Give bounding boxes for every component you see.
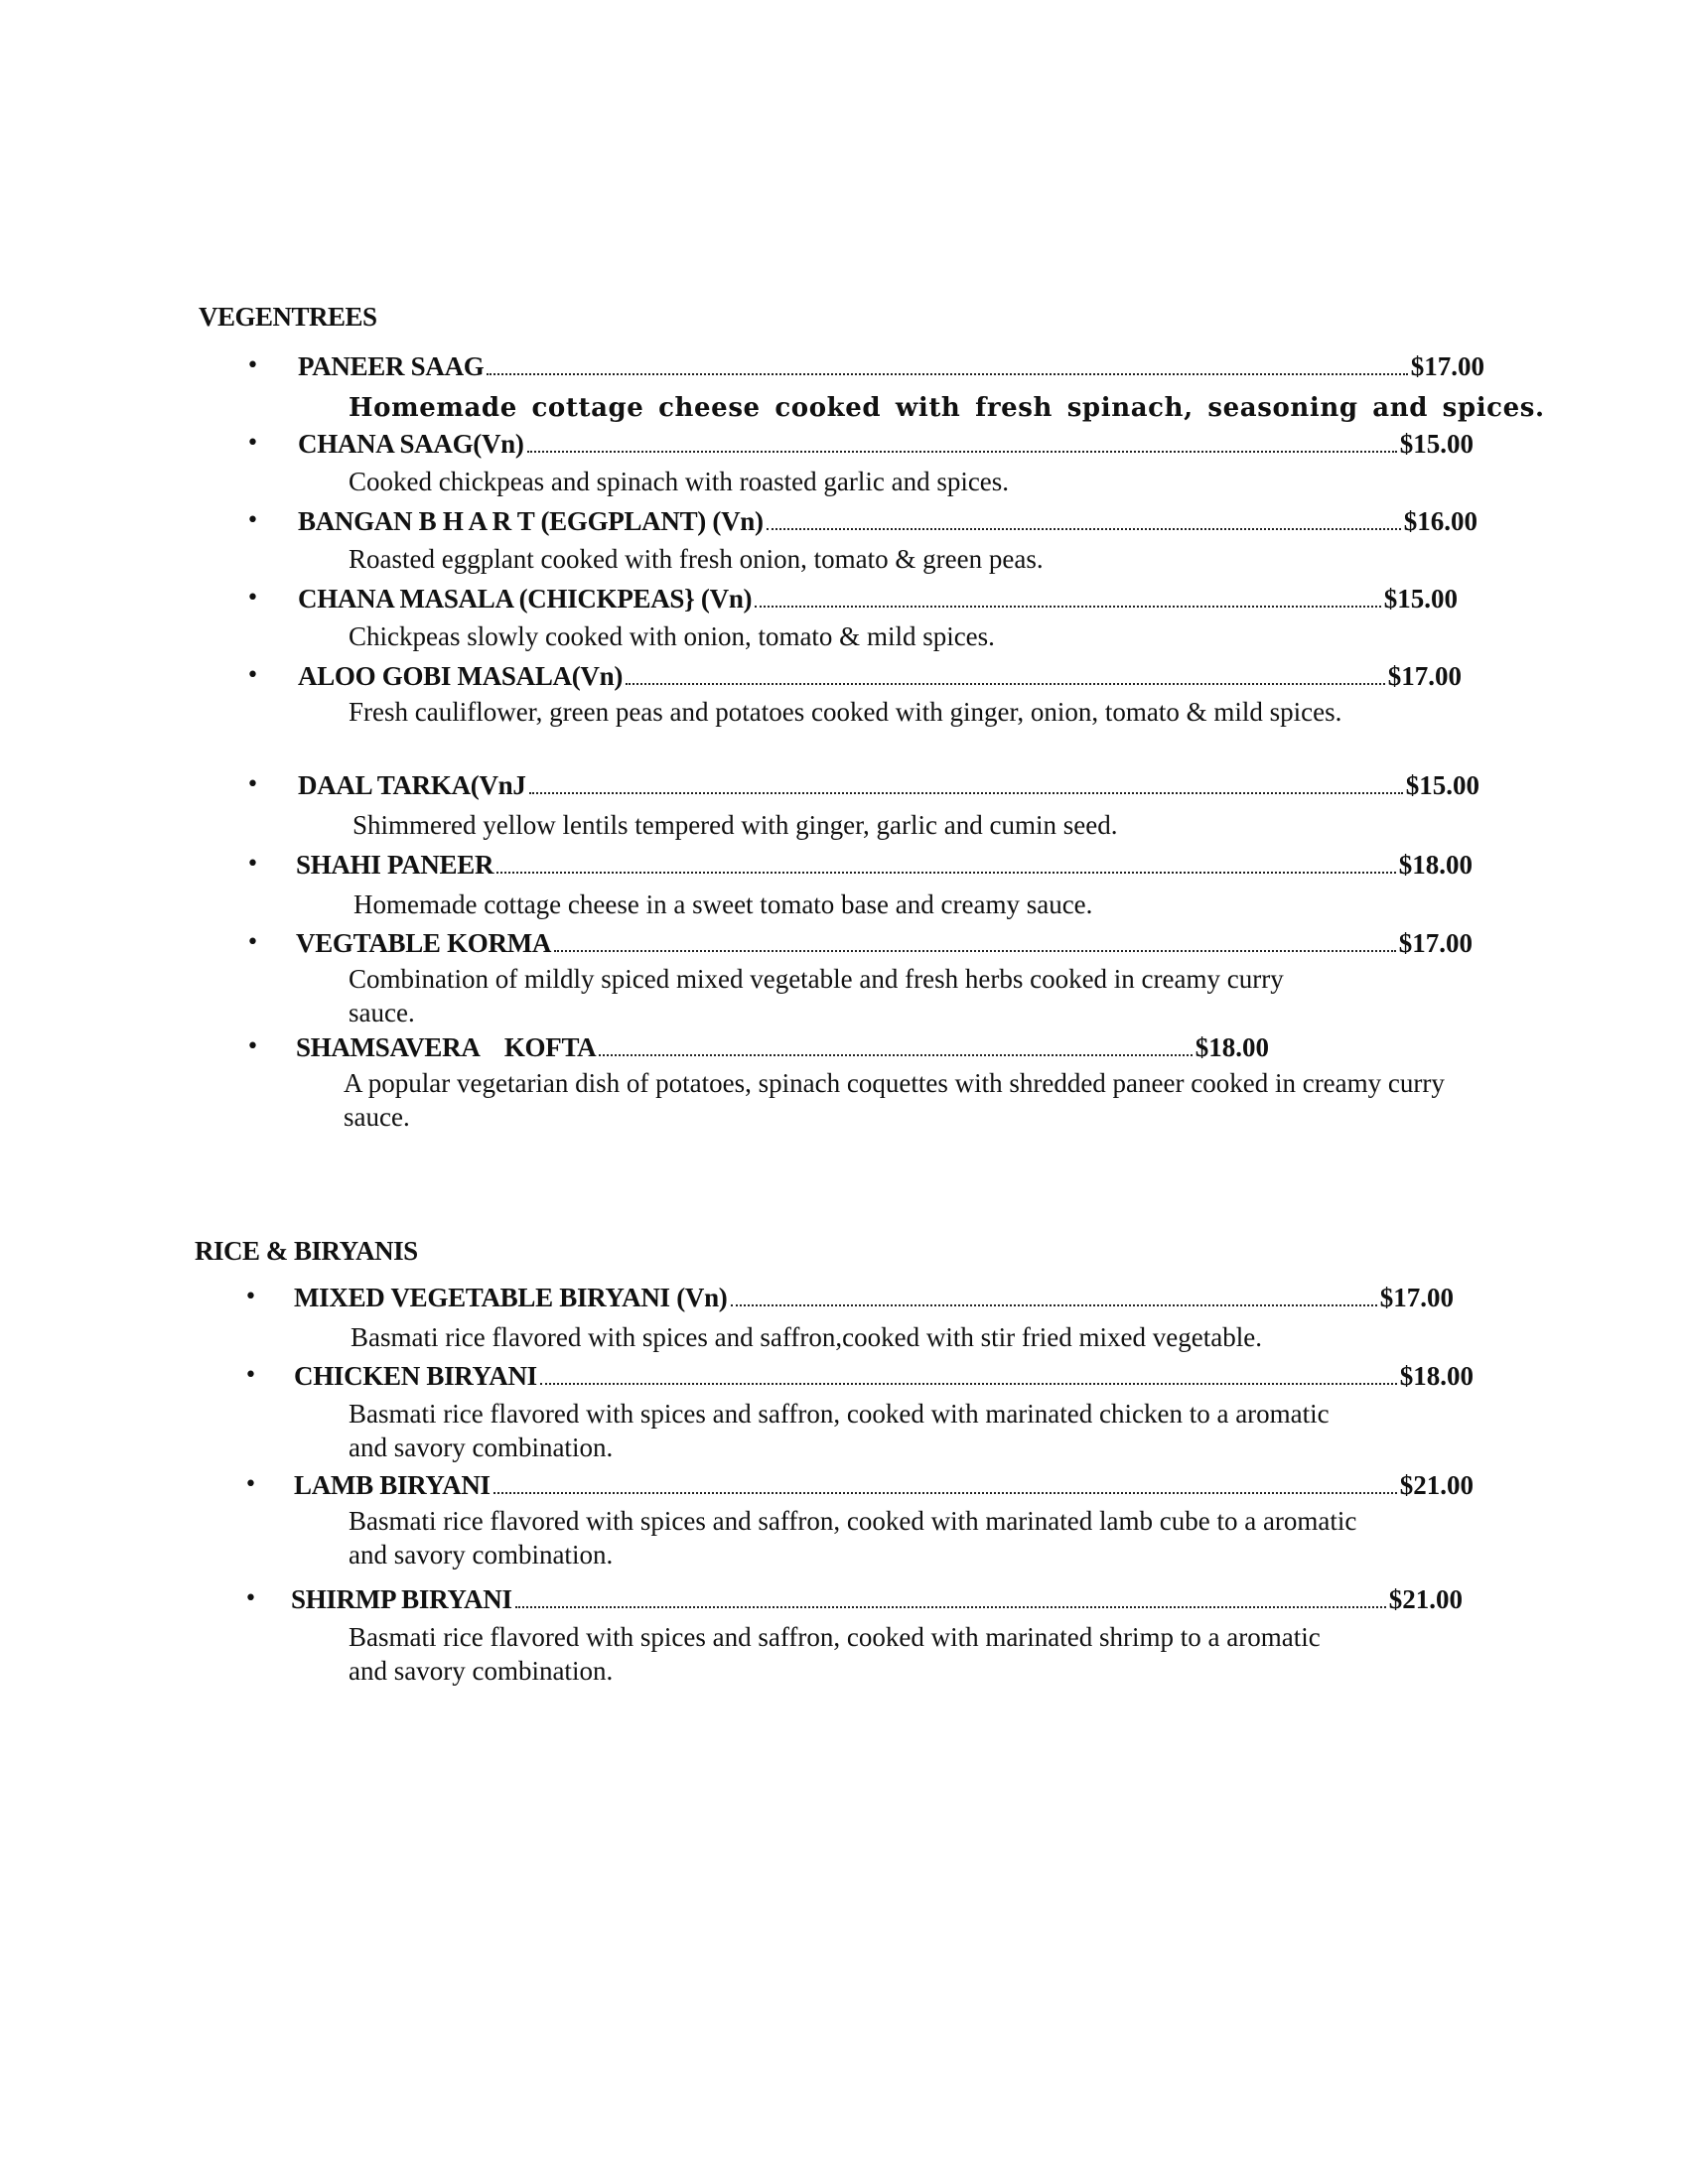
item-name: MIXED VEGETABLE BIRYANI (Vn) [294,1283,728,1312]
item-description: Roasted eggplant cooked with fresh onion, tomato & green peas. [349,544,1044,574]
dot-leader [626,683,1385,685]
item-price: $16.00 [1403,506,1477,536]
item-description: Basmati rice flavored with spices and saffron, cooked with marinated chicken to a aromatic and savory combination. [349,1399,1330,1462]
item-heading [298,351,1484,382]
item-name: SHAMSAVERA KOFTA [296,1032,597,1062]
item-heading [298,661,1462,692]
item-price: $17.00 [1387,661,1462,691]
item-description: Basmati rice flavored with spices and saffron,cooked with stir fried mixed vegetable. [351,1322,1262,1352]
item-name: CHICKEN BIRYANI [294,1361,537,1391]
dot-leader [731,1304,1377,1306]
bullet: • [246,508,259,533]
bullet: • [244,1586,257,1611]
bullet: • [244,1363,257,1388]
bullet: • [246,353,259,378]
item-name: SHIRMP BIRYANI [291,1584,512,1614]
dot-leader [755,606,1381,608]
item-name: SHAHI PANEER [296,850,494,880]
item-heading [298,506,1477,537]
item-price: $18.00 [1195,1032,1269,1062]
dot-leader [487,373,1407,375]
bullet: • [244,1285,257,1309]
item-heading [294,1283,1454,1313]
dot-leader [527,451,1397,453]
dot-leader [540,1383,1397,1385]
item-heading [296,928,1473,959]
item-name: ALOO GOBI MASALA(Vn) [298,661,624,691]
item-price: $17.00 [1398,928,1473,958]
bullet: • [246,1034,259,1059]
section-title-vegentrees: VEGENTREES [199,302,377,332]
item-heading [298,429,1474,460]
dot-leader [529,792,1403,794]
item-heading [294,1470,1474,1501]
item-heading [298,770,1479,801]
item-name: CHANA MASALA (CHICKPEAS} (Vn) [298,584,753,614]
item-price: $18.00 [1399,1361,1474,1391]
item-price: $21.00 [1388,1584,1463,1614]
item-description: Chickpeas slowly cooked with onion, tomato & mild spices. [349,621,995,651]
dot-leader [599,1054,1192,1056]
item-name: PANEER SAAG [298,351,485,381]
bullet: • [244,1472,257,1497]
bullet: • [246,431,259,456]
bullet: • [246,663,259,688]
item-heading [298,584,1458,614]
item-description: Homemade cottage cheese cooked with fresh spinach, seasoning and spices. [349,393,1545,423]
dot-leader [767,528,1401,530]
item-price: $17.00 [1379,1283,1454,1312]
item-price: $15.00 [1405,770,1479,800]
item-name: CHANA SAAG(Vn) [298,429,524,459]
item-price: $15.00 [1383,584,1458,614]
item-description: Fresh cauliflower, green peas and potatoes cooked with ginger, onion, tomato & mild spices. [349,697,1342,727]
dot-leader [515,1606,1386,1608]
item-description: Cooked chickpeas and spinach with roasted garlic and spices. [349,467,1010,496]
item-heading [294,1361,1474,1392]
item-description: Shimmered yellow lentils tempered with ginger, garlic and cumin seed. [352,810,1118,840]
bullet: • [246,852,259,877]
item-price: $15.00 [1399,429,1474,459]
bullet: • [246,586,259,611]
item-heading [296,850,1473,881]
item-price: $21.00 [1399,1470,1474,1500]
item-price: $18.00 [1398,850,1473,880]
item-price: $17.00 [1410,351,1484,381]
bullet: • [246,772,259,797]
dot-leader [496,872,1396,874]
item-description: Basmati rice flavored with spices and saffron, cooked with marinated lamb cube to a aromatic and savory combination. [349,1506,1357,1570]
dot-leader [493,1492,1397,1494]
item-description: A popular vegetarian dish of potatoes, spinach coquettes with shredded paneer cooked in creamy curry sauce. [344,1068,1445,1132]
dot-leader [554,950,1396,952]
item-description: Homemade cottage cheese in a sweet tomato base and creamy sauce. [353,889,1093,919]
item-name: BANGAN B H A R T (EGGPLANT) (Vn) [298,506,764,536]
item-name: DAAL TARKA(VnJ [298,770,526,800]
item-heading [291,1584,1463,1615]
item-name: LAMB BIRYANI [294,1470,491,1500]
section-title-rice-biryanis: RICE & BIRYANIS [195,1236,418,1266]
item-heading [296,1032,1269,1063]
item-description: Basmati rice flavored with spices and saffron, cooked with marinated shrimp to a aromatic and savory combination. [349,1622,1321,1686]
item-name: VEGTABLE KORMA [296,928,552,958]
bullet: • [246,930,259,955]
item-description: Combination of mildly spiced mixed vegetable and fresh herbs cooked in creamy curry sauce. [349,964,1284,1027]
